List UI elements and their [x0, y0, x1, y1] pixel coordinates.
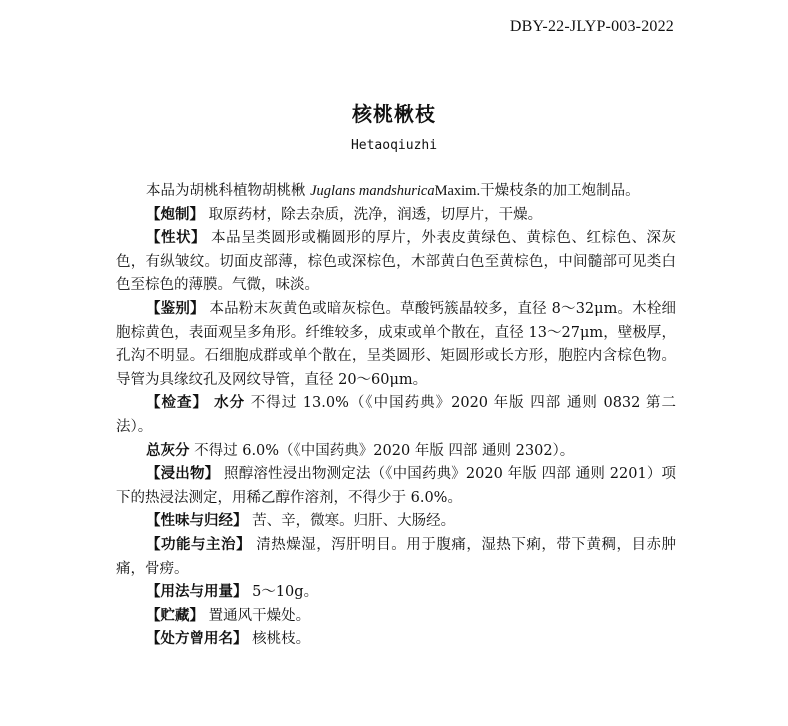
water-text: 不得过 13.0%（《中国药典》2020 年版 四部 通则 0832 第二法）。 — [116, 395, 676, 435]
total-ash-text: 不得过 6.0%（《中国药典》2020 年版 四部 通则 2302）。 — [189, 442, 575, 459]
pinyin-title: Hetaoqiuzhi — [350, 138, 438, 153]
functions-section — [116, 534, 676, 581]
functions-text: 清热燥湿，泻肝明目。用于腹痛，湿热下痢，带下黄稠，目赤肿痛，骨痨。 — [116, 536, 676, 577]
extract-label: 【浸出物】 — [146, 466, 220, 483]
latin-author: Maxim. — [434, 183, 481, 199]
latin-name: Juglans mandshurica — [310, 183, 435, 199]
identification-section — [116, 298, 676, 392]
processing-label: 【炮制】 — [146, 206, 204, 223]
characters-section — [116, 227, 676, 298]
total-ash-section — [116, 440, 676, 464]
nature-label: 【性味与归经】 — [146, 513, 248, 530]
inspection-section — [116, 392, 676, 439]
intro-text-after: 干燥枝条的加工炮制品。 — [480, 183, 640, 199]
inspection-label: 【检查】 — [146, 395, 209, 412]
former-name-text: 核桃枝。 — [247, 631, 311, 648]
intro-text-before: 本品为胡桃科植物胡桃楸 — [146, 183, 311, 199]
characters-label: 【性状】 — [146, 230, 207, 247]
functions-label: 【功能与主治】 — [146, 536, 252, 553]
storage-section — [116, 605, 676, 629]
storage-text: 置通风干燥处。 — [204, 607, 311, 624]
usage-text: 5～10g。 — [247, 584, 319, 601]
page-title: 核桃楸枝 — [352, 102, 436, 126]
identification-text: 本品粉末灰黄色或暗灰棕色。草酸钙簇晶较多，直径 8～32μm。木栓细胞棕黄色，表面观呈多角形。纤维较多，成束或单个散在，直径 13～27μm，壁极厚，孔沟不明显。石细胞成群或单个散在，呈类圆形、矩圆形或长方形，胞腔内含棕色物。导管为具缘纹孔及网纹导管，直径 20～60μm。 — [116, 300, 676, 388]
total-ash-label: 总灰分 — [146, 442, 190, 459]
storage-label: 【贮藏】 — [146, 607, 204, 624]
water-label: 水分 — [208, 395, 246, 412]
nature-text: 苦、辛，微寒。归肝、大肠经。 — [247, 513, 456, 530]
former-name-label: 【处方曾用名】 — [146, 631, 248, 648]
monograph-body — [116, 180, 676, 652]
characters-text: 本品呈类圆形或椭圆形的厚片，外表皮黄绿色、黄棕色、红棕色、深灰色，有纵皱纹。切面皮部薄，棕色或深棕色，木部黄白色至黄棕色，中间髓部可见类白色至棕色的薄膜。气微，味淡。 — [116, 230, 676, 294]
former-name-section — [116, 628, 676, 652]
extract-section — [116, 463, 676, 510]
document-code: DBY-22-JLYP-003-2022 — [509, 18, 674, 35]
processing-text: 取原药材，除去杂质，洗净，润透，切厚片，干燥。 — [204, 206, 543, 223]
extract-text: 照醇溶性浸出物测定法（《中国药典》2020 年版 四部 通则 2201）项下的热浸法测定，用稀乙醇作溶剂，不得少于 6.0%。 — [116, 466, 676, 506]
processing-section — [116, 204, 676, 228]
intro-paragraph — [116, 180, 676, 204]
usage-label: 【用法与用量】 — [146, 584, 248, 601]
nature-section — [116, 510, 676, 534]
usage-section — [116, 581, 676, 605]
identification-label: 【鉴别】 — [146, 300, 205, 317]
